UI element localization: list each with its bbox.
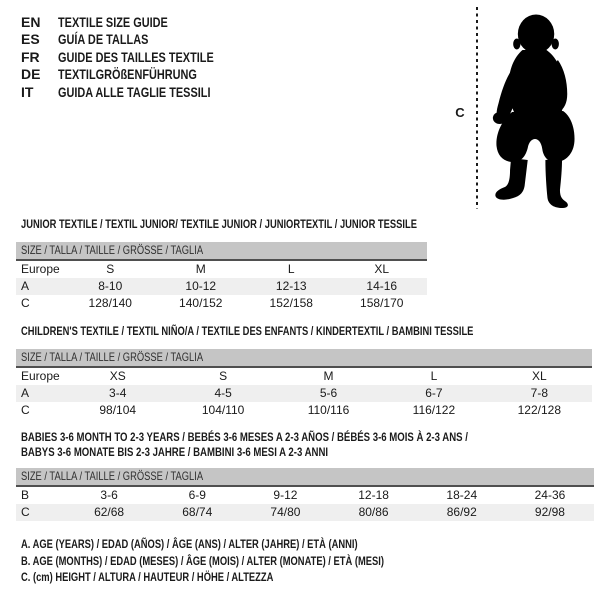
note-text: B. AGE (MONTHS) / EDAD (MESES) / ÂGE (MOIS) / ALTER (MONATE) / ETÀ (MESI)	[21, 553, 384, 568]
language-label: TEXTILE SIZE GUIDE	[58, 13, 168, 30]
size-cell: 14-16	[366, 279, 398, 293]
size-cell: 86/92	[446, 505, 477, 519]
language-code: FR	[21, 48, 40, 65]
language-row-fr	[21, 48, 258, 66]
size-cell: 6-9	[188, 488, 206, 502]
size-cell: S	[219, 369, 228, 383]
row-label: C	[21, 403, 30, 417]
junior-textile-section	[16, 217, 427, 312]
language-code: IT	[21, 83, 34, 100]
babies-size-table	[16, 468, 594, 521]
height-measure-dashed-line	[476, 7, 478, 209]
table-body	[16, 487, 594, 521]
table-title-children	[21, 324, 592, 339]
row-label: C	[21, 296, 30, 310]
language-label: GUIDA ALLE TAGLIE TESSILI	[58, 83, 211, 100]
size-cell: 122/128	[517, 403, 562, 417]
size-cell: 74/80	[270, 505, 301, 519]
size-cell: XS	[109, 369, 126, 383]
size-cell: XL	[374, 262, 390, 276]
row-label: B	[21, 488, 30, 502]
row-label: A	[21, 386, 30, 400]
note-height-cm	[21, 569, 486, 586]
height-measure-label: C	[455, 105, 465, 120]
table-title-text: CHILDREN'S TEXTILE / TEXTIL NIÑO/A / TEXTILE DES ENFANTS / KINDERTEXTIL / BAMBINI TESSILE	[21, 324, 474, 338]
row-label: Europe	[21, 262, 60, 276]
table-title-text: BABIES 3-6 MONTH TO 2-3 YEARS / BEBÉS 3-6 MESES A 2-3 AÑOS / BÉBÉS 3-6 MOIS À 2-3 ANS / BABYS 3-6 MONATE BIS 2-3 JAHRE / BAMBINI 3-6 MESI A 2-3 ANNI	[21, 430, 468, 459]
junior-size-table	[16, 242, 427, 312]
size-cell: 152/158	[269, 296, 313, 310]
size-cell: 5-6	[319, 386, 338, 400]
size-cell: L	[287, 262, 295, 276]
note-text: C. (cm) HEIGHT / ALTURA / HAUTEUR / HÖHE / ALTEZZA	[21, 570, 274, 584]
size-cell: 18-24	[446, 488, 478, 502]
size-cell: 12-18	[358, 488, 389, 502]
size-cell: 128/140	[88, 296, 132, 310]
table-body	[16, 261, 427, 312]
table-header-bar	[16, 468, 594, 487]
note-age-years	[21, 536, 486, 553]
table-row	[16, 487, 594, 504]
size-cell: 3-6	[100, 488, 118, 502]
size-cell: M	[323, 369, 334, 383]
baby-figure	[450, 5, 598, 211]
row-label: A	[21, 279, 30, 293]
language-row-en	[21, 13, 258, 31]
size-cell: 4-5	[214, 386, 232, 400]
size-cell: 24-36	[534, 488, 566, 502]
table-header-bar	[16, 349, 592, 368]
table-row	[16, 278, 427, 295]
table-body	[16, 368, 592, 419]
size-cell: 98/104	[99, 403, 137, 417]
table-row	[16, 504, 594, 521]
table-title-text: JUNIOR TEXTILE / TEXTIL JUNIOR/ TEXTILE JUNIOR / JUNIORTEXTIL / JUNIOR TESSILE	[21, 217, 417, 231]
size-cell: 7-8	[530, 386, 548, 400]
size-cell: 158/170	[360, 296, 404, 310]
size-cell: 10-12	[185, 279, 217, 293]
table-row	[16, 385, 592, 402]
size-cell: 12-13	[275, 279, 307, 293]
size-cell: L	[430, 369, 438, 383]
size-cell: 92/98	[534, 505, 565, 519]
baby-silhouette-icon	[483, 8, 587, 208]
language-row-es	[21, 31, 258, 49]
size-cell: 6-7	[425, 386, 443, 400]
table-header-text: SIZE / TALLA / TAILLE / GRÖSSE / TAGLIA	[21, 350, 204, 364]
size-cell: 9-12	[273, 488, 298, 502]
language-list	[21, 13, 258, 101]
row-label: Europe	[21, 369, 60, 383]
size-cell: 140/152	[179, 296, 223, 310]
note-age-months	[21, 553, 486, 570]
table-header-text: SIZE / TALLA / TAILLE / GRÖSSE / TAGLIA	[21, 469, 204, 483]
language-code: DE	[21, 66, 41, 83]
table-title-junior	[21, 217, 427, 232]
size-cell: M	[195, 262, 206, 276]
size-cell: 62/68	[94, 505, 125, 519]
table-row	[16, 402, 592, 419]
table-header-bar	[16, 242, 427, 261]
children-size-table	[16, 349, 592, 419]
table-header-text: SIZE / TALLA / TAILLE / GRÖSSE / TAGLIA	[21, 243, 204, 257]
language-code: ES	[21, 31, 40, 48]
size-cell: 110/116	[307, 403, 350, 417]
language-row-de	[21, 66, 258, 84]
size-cell: 80/86	[358, 505, 389, 519]
size-cell: S	[106, 262, 115, 276]
table-title-babies	[21, 430, 594, 460]
size-cell: 116/122	[412, 403, 456, 417]
note-text: A. AGE (YEARS) / EDAD (AÑOS) / ÂGE (ANS) / ALTER (JAHRE) / ETÀ (ANNI)	[21, 537, 358, 551]
row-label: C	[21, 505, 30, 519]
legend-notes	[21, 536, 486, 586]
childrens-textile-section	[16, 324, 592, 419]
language-row-it	[21, 83, 258, 101]
size-cell: 104/110	[201, 403, 245, 417]
size-cell: 3-4	[109, 386, 127, 400]
table-row	[16, 261, 427, 278]
table-row	[16, 295, 427, 312]
babies-textile-section	[16, 430, 594, 521]
language-label: GUÍA DE TALLAS	[58, 31, 149, 48]
language-label: GUIDE DES TAILLES TEXTILE	[58, 48, 214, 65]
language-code: EN	[21, 13, 41, 30]
table-row	[16, 368, 592, 385]
size-cell: 68/74	[182, 505, 213, 519]
size-cell: XL	[531, 369, 547, 383]
size-cell: 8-10	[98, 279, 123, 293]
language-label: TEXTILGRÖßENFÜHRUNG	[58, 66, 197, 83]
